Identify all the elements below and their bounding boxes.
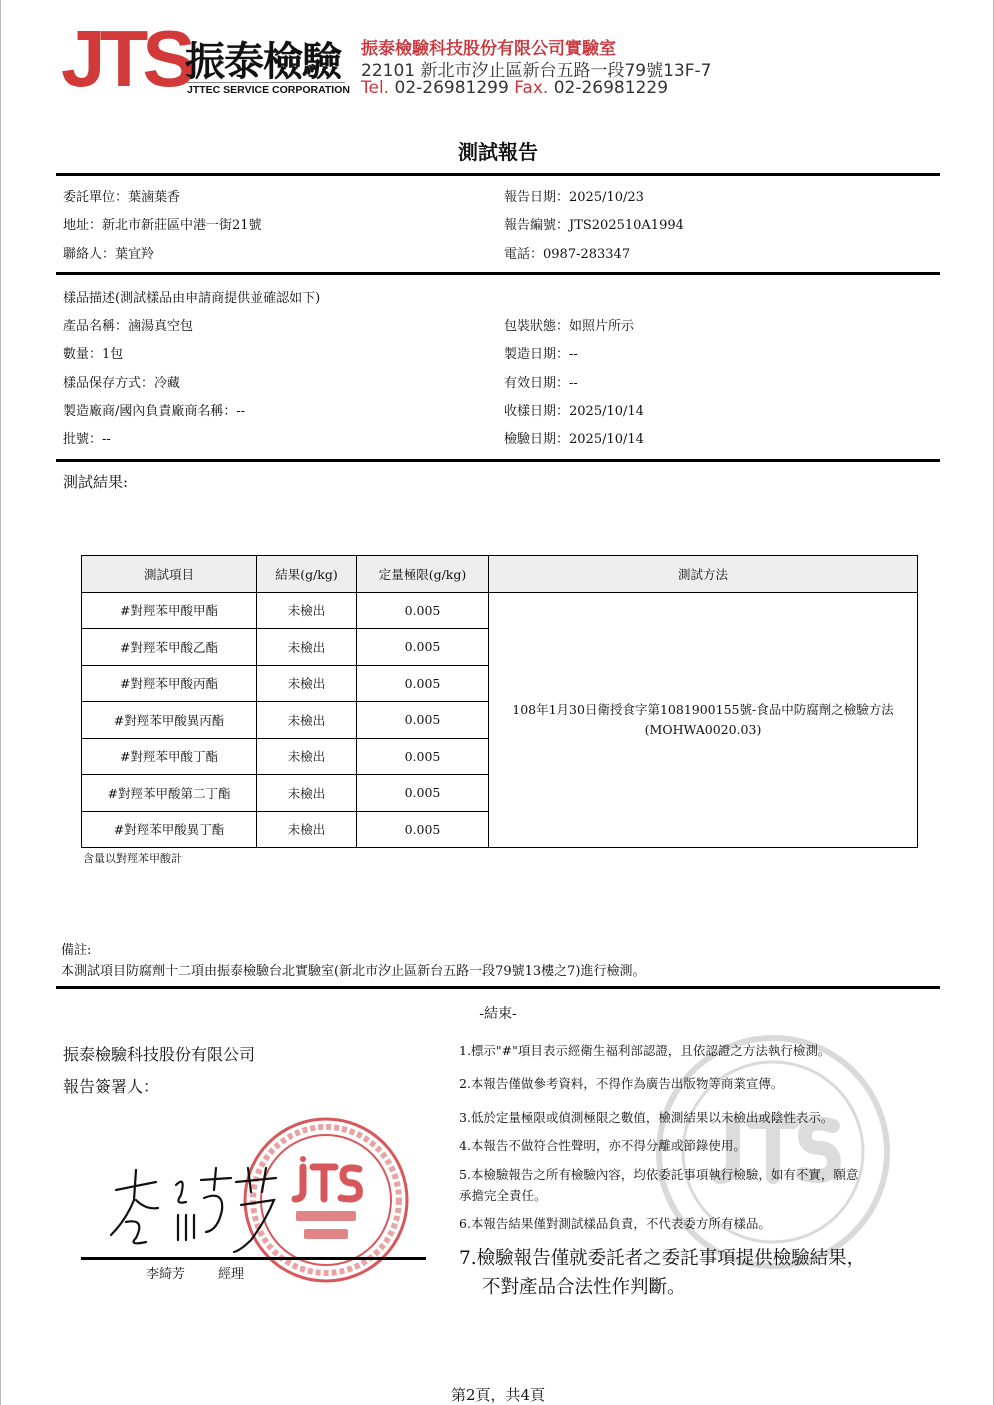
result: 未檢出	[257, 738, 357, 775]
jts-logo: JTS	[61, 14, 190, 103]
client-phone: 電話：0987-283347	[504, 247, 631, 262]
note-item-emphasis: 不對產品合法性作判斷。	[482, 1277, 686, 1298]
quantification-limit: 0.005	[357, 592, 489, 629]
divider	[56, 459, 940, 462]
client-unit: 委託單位：葉滷葉香	[63, 190, 181, 205]
sample-field: 樣品保存方式：冷藏	[63, 376, 181, 391]
column-header: 定量極限(g/kg)	[357, 556, 489, 593]
quantification-limit: 0.005	[357, 629, 489, 666]
result: 未檢出	[257, 775, 357, 812]
results-table	[81, 555, 918, 848]
sample-heading: 樣品描述(測試樣品由申請商提供並確認如下)	[63, 291, 321, 306]
sample-field: 製造廠商/國內負責廠商名稱：--	[63, 404, 246, 419]
note-item: 1.標示"#"項目表示經衛生福利部認證，且依認證之方法執行檢測。	[459, 1043, 831, 1058]
contact-numbers	[361, 78, 668, 98]
column-header: 結果(g/kg)	[257, 556, 357, 593]
logo-chinese-name: 振泰檢驗	[185, 39, 341, 85]
note-item: 4.本報告不做符合性聲明，亦不得分離或節錄使用。	[459, 1138, 746, 1153]
table-row	[82, 592, 918, 629]
fax: 02-26981229	[553, 78, 669, 98]
test-item: #對羥苯甲酸第二丁酯	[82, 775, 257, 812]
sample-field: 檢驗日期：2025/10/14	[504, 432, 644, 447]
quantification-limit: 0.005	[357, 702, 489, 739]
table-footnote: 含量以對羥苯甲酸計	[83, 852, 182, 865]
result: 未檢出	[257, 592, 357, 629]
quantification-limit: 0.005	[357, 775, 489, 812]
quantification-limit: 0.005	[357, 811, 489, 848]
tel-label: Tel.	[361, 78, 390, 98]
result: 未檢出	[257, 811, 357, 848]
page-title: 測試報告	[458, 140, 538, 164]
table-header-row	[82, 556, 918, 593]
note-item: 2.本報告僅做參考資料，不得作為廣告出版物等商業宣傳。	[459, 1076, 784, 1091]
note-item-emphasis: 7.檢驗報告僅就委託者之委託事項提供檢驗結果，	[459, 1248, 866, 1269]
sample-field: 包裝狀態：如照片所示	[504, 319, 635, 334]
company-address: 22101 新北市汐止區新台五路一段79號13F-7	[361, 61, 712, 81]
divider	[56, 173, 940, 176]
sample-field: 收樣日期：2025/10/14	[504, 404, 644, 419]
remarks-label: 備註:	[61, 943, 92, 958]
remarks-text: 本測試項目防腐劑十二項由振泰檢驗台北實驗室(新北市汐止區新台五路一段79號13樓之7)進行檢測。	[61, 964, 646, 979]
client-address: 地址：新北市新莊區中港一街21號	[63, 218, 262, 233]
end-marker: -結束-	[479, 1006, 517, 1022]
result: 未檢出	[257, 665, 357, 702]
results-heading: 測試結果:	[63, 473, 129, 491]
result: 未檢出	[257, 702, 357, 739]
test-method: 108年1月30日衛授食字第1081900155號-食品中防腐劑之檢驗方法(MOHWA0020.03)	[489, 592, 918, 848]
client-contact: 聯絡人：葉宜羚	[63, 247, 155, 262]
divider	[56, 986, 940, 989]
tel: 02-26981299	[394, 78, 509, 98]
test-item: #對羥苯甲酸甲酯	[82, 592, 257, 629]
note-item: 3.低於定量極限或偵測極限之數值，檢測結果以未檢出或陰性表示。	[459, 1110, 834, 1125]
page-number: 第2頁，共4頁	[450, 1386, 546, 1404]
test-item: #對羥苯甲酸異丙酯	[82, 702, 257, 739]
signature-line	[81, 1257, 426, 1260]
sample-field: 產品名稱：滷湯真空包	[63, 319, 194, 334]
note-item: 承擔完全責任。	[459, 1188, 547, 1203]
column-header: 測試項目	[82, 556, 257, 593]
signoff-company: 振泰檢驗科技股份有限公司	[63, 1045, 256, 1064]
logo-english-name: JTTEC SERVICE CORPORATION	[187, 84, 350, 96]
result: 未檢出	[257, 629, 357, 666]
test-item: #對羥苯甲酸乙酯	[82, 629, 257, 666]
stamp-lettering	[296, 1211, 356, 1239]
signer-name: 李綺芳	[146, 1267, 186, 1282]
sample-field: 批號：--	[63, 432, 111, 447]
quantification-limit: 0.005	[357, 665, 489, 702]
divider	[56, 272, 940, 275]
company-name: 振泰檢驗科技股份有限公司實驗室	[361, 39, 616, 59]
sample-field: 製造日期：--	[504, 347, 578, 362]
sample-field: 有效日期：--	[504, 376, 578, 391]
fax-label: Fax.	[514, 78, 549, 98]
report-number: 報告編號：JTS202510A1994	[504, 218, 684, 233]
handwritten-signature	[106, 1160, 286, 1255]
test-item: #對羥苯甲酸丁酯	[82, 738, 257, 775]
signer-title: 經理	[218, 1267, 245, 1282]
report-date: 報告日期：2025/10/23	[504, 190, 644, 205]
test-item: #對羥苯甲酸異丁酯	[82, 811, 257, 848]
note-item: 6.本報告結果僅對測試樣品負責，不代表委方所有樣品。	[459, 1216, 771, 1231]
note-item: 5.本檢驗報告之所有檢驗內容，均依委託事項執行檢驗，如有不實，願意	[459, 1167, 859, 1182]
column-header: 測試方法	[489, 556, 918, 593]
signer-label: 報告簽署人：	[63, 1077, 160, 1096]
quantification-limit: 0.005	[357, 738, 489, 775]
stamp-jts-mark	[295, 1167, 359, 1199]
test-item: #對羥苯甲酸丙酯	[82, 665, 257, 702]
sample-field: 數量：1包	[63, 347, 124, 362]
